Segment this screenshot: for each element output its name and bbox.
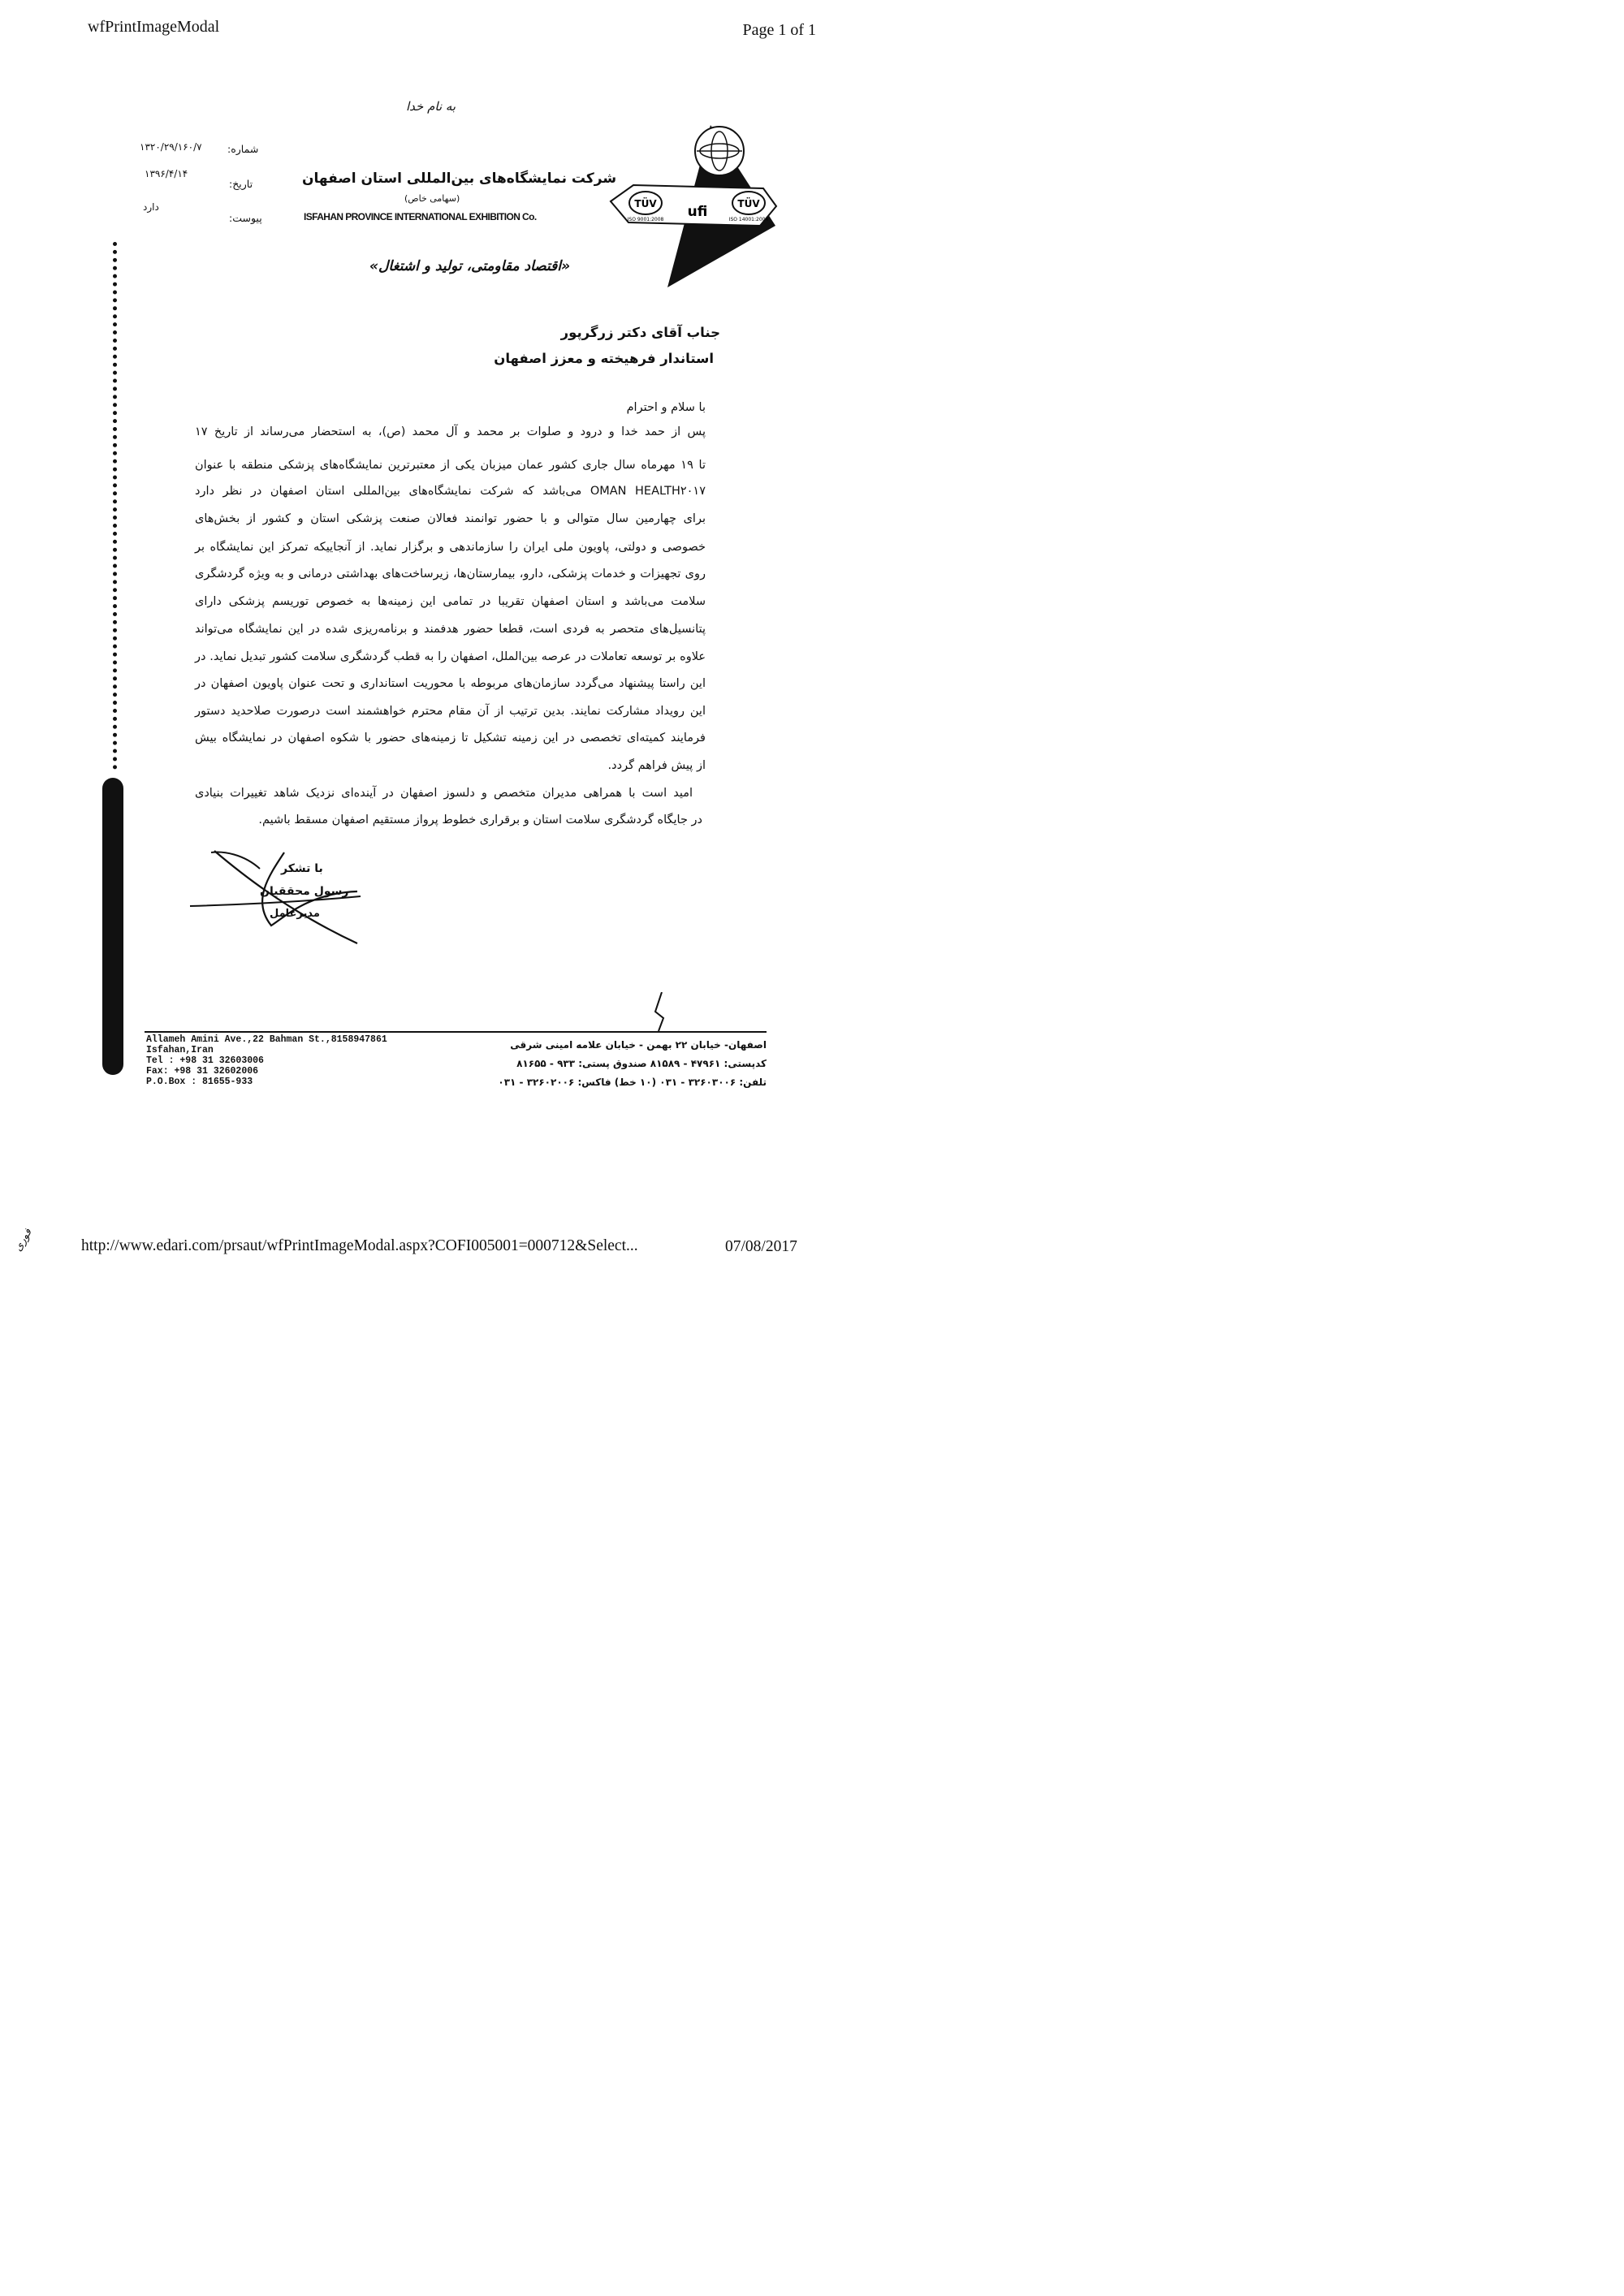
letter-number-label: شماره: [227, 143, 259, 155]
print-window-title: wfPrintImageModal [88, 18, 220, 36]
iso-9001-badge: ISO 9001:2008 [627, 217, 664, 222]
dotted-margin-line [113, 242, 117, 770]
page-indicator: Page 1 of 1 [742, 21, 816, 39]
binding-bar [102, 778, 123, 1075]
addressee-title: استاندار فرهیخته و معزز اصفهان [494, 351, 714, 366]
print-date: 07/08/2017 [725, 1238, 797, 1255]
closing-line: امید است با همراهی مدیران متخصص و دلسوز اصفهان در آینده‌ای نزدیک شاهد تغییرات بنیادی [195, 787, 693, 800]
letter-number-value: ۱۳۲۰/۲۹/۱۶۰/۷ [140, 141, 202, 153]
body-line-last: از پیش فراهم گردد. [607, 759, 706, 772]
iso-14001-badge: ISO 14001:2004 [728, 217, 769, 222]
signature-thanks: با تشکر [281, 862, 323, 875]
footer-fax-en: Fax: +98 31 32602006 [146, 1066, 259, 1077]
footer-address-fa: اصفهان- خیابان ۲۲ بهمن - خیابان علامه امینی شرقی [510, 1039, 767, 1051]
body-line: تا ۱۹ مهرماه سال جاری کشور عمان میزبان یکی از معتبرترین نمایشگاه‌های پزشکی منطقه با عنوان [195, 459, 706, 472]
attachment-value: دارد [143, 201, 159, 213]
print-url[interactable]: http://www.edari.com/prsaut/wfPrintImageModal.aspx?COFI005001=000712&Select... [81, 1237, 638, 1254]
body-line: این رویداد مشارکت نمایند. بدین ترتیب از آن مقام محترم خواهشمند است درصورت صلاحدید دستور [195, 705, 706, 718]
footer-city-en: Isfahan,Iran [146, 1045, 214, 1055]
footer-address-en: Allameh Amini Ave.,22 Bahman St.,8158947861 [146, 1034, 387, 1045]
body-line: OMAN HEALTH۲۰۱۷ می‌باشد که شرکت نمایشگاه‌های بین‌المللی استان اصفهان در نظر دارد [195, 485, 706, 498]
body-line: پتانسیل‌های متحصر به فردی است، قطعا حضور هدفمند و برنامه‌ریزی شده در این نمایشگاه می‌تواند [195, 623, 706, 636]
footer-phone-fa: تلفن: ۳۲۶۰۳۰۰۶ - ۰۳۱ (۱۰ خط) فاکس: ۳۲۶۰۲۰۰۶ - ۰۳۱ [498, 1077, 767, 1088]
closing-line: در جایگاه گردشگری سلامت استان و برقراری خطوط پرواز مستقیم اصفهان مسقط باشیم. [258, 814, 702, 826]
letter-date-value: ۱۳۹۶/۴/۱۴ [145, 168, 188, 179]
company-name-fa: شرکت نمایشگاه‌های بین‌المللی استان اصفهان [302, 170, 617, 187]
body-line: روی تجهیزات و خدمات پزشکی، دارو، بیمارستان‌ها، زیرساخت‌های بهداشتی درمانی و به ویژه گردشگری [195, 568, 706, 580]
letter-date-label: تاریخ: [229, 178, 253, 190]
company-logo [609, 122, 784, 292]
company-name-en: ISFAHAN PROVINCE INTERNATIONAL EXHIBITION Co. [304, 211, 537, 222]
signature-title: مدیرعامل [270, 908, 320, 920]
footer-hand-mark [654, 992, 665, 1031]
body-line: سلامت می‌باشد و استان اصفهان تقریبا در تمامی این زمینه‌ها به خصوص توریسم پزشکی دارای [195, 595, 706, 608]
svg-text:TÜV: TÜV [737, 198, 760, 209]
body-line: فرمایند کمیته‌ای تخصصی در این زمینه تشکیل تا زمینه‌های حضور با شکوه اصفهان در نمایشگاه بیش [195, 732, 706, 744]
invocation: به نام خدا [406, 99, 456, 114]
body-line: خصوصی و دولتی، پاویون ملی ایران را سازماندهی و برگزار نماید. از آنجاییکه تمرکز این نمایشگاه بر [195, 541, 706, 554]
signature-name: رسول محققیان [260, 885, 349, 898]
slogan: «اقتصاد مقاومتی، تولید و اشتغال» [369, 258, 571, 274]
body-line: علاوه بر توسعه تعاملات در عرصه بین‌الملل، اصفهان را به قطب گردشگری سلامت کشور تبدیل نماید. در [195, 650, 706, 663]
addressee-name: جناب آقای دکتر زرگرپور [560, 325, 720, 340]
handwritten-signature [187, 844, 369, 950]
footer-separator [145, 1031, 767, 1033]
body-line: این راستا پیشنهاد می‌گردد سازمان‌های مربوطه با محوریت استانداری و تحت عنوان پاویون اصفهان در [195, 677, 706, 690]
attachment-label: پیوست: [229, 212, 262, 224]
margin-note: فوری [11, 1227, 35, 1254]
body-line: برای چهارمین سال متوالی و با حضور توانمند فعالان صنعت پزشکی استان و کشور از بخش‌های [195, 512, 706, 525]
footer-tel-en: Tel : +98 31 32603006 [146, 1055, 264, 1066]
body-line: پس از حمد خدا و درود و صلوات بر محمد و آل محمد (ص)، به استحضار می‌رساند از تاریخ ۱۷ [195, 425, 706, 438]
company-type-fa: (سهامی خاص) [404, 193, 460, 204]
greeting: با سلام و احترام [626, 401, 706, 414]
ufi-badge: ufi [687, 204, 708, 220]
svg-text:TÜV: TÜV [634, 198, 657, 209]
footer-postal-fa: کدپستی: ۴۷۹۶۱ - ۸۱۵۸۹ صندوق پستی: ۹۳۳ - ۸۱۶۵۵ [516, 1058, 767, 1069]
footer-pobox-en: P.O.Box : 81655-933 [146, 1077, 253, 1087]
